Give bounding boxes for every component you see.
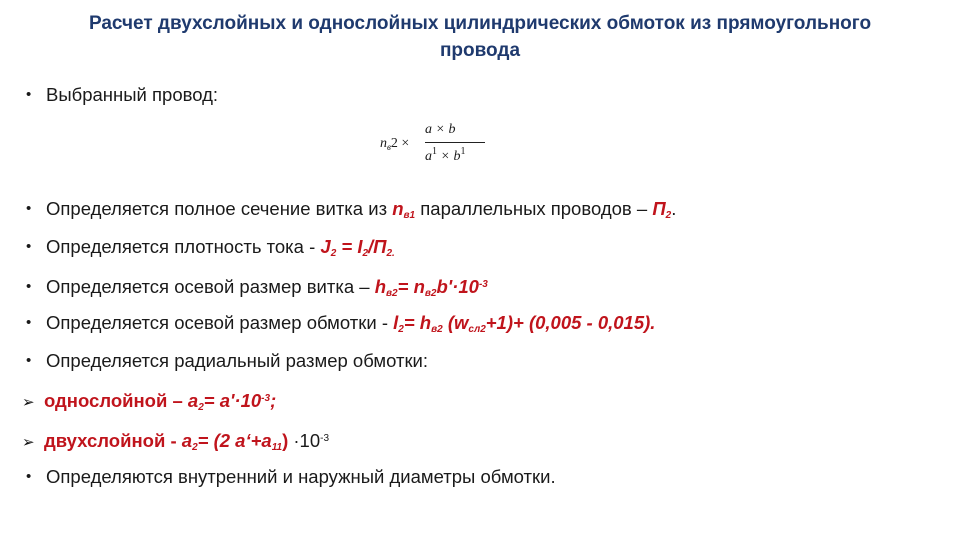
slide-title xyxy=(0,10,960,64)
formula-n: $n_в2$ × xyxy=(380,136,410,152)
formula-denominator: $a^1 \times b^1$ xyxy=(425,146,466,164)
bullet-icon: • xyxy=(26,314,32,331)
arrow-icon: ➢ xyxy=(22,394,35,411)
bullet-turn-axial-size: • Определяется осевой размер витка – $h_{в2}= n_{в2}b'\cdot 10^{-3}$ xyxy=(26,276,488,299)
title-line-2: провода xyxy=(439,40,521,61)
bullet-radial-size: • Определяется радиальный размер обмотки: xyxy=(26,350,429,371)
bullet-icon: • xyxy=(26,238,32,255)
bullet-icon: • xyxy=(26,200,32,217)
arrow-item-double-layer: ➢ двухслойной - $a_2= (2$ $a‘+a_{11}) \cdot 10^{-3}$ xyxy=(22,430,330,453)
bullet-icon: • xyxy=(26,468,32,485)
formula-numerator: a × b xyxy=(425,122,456,137)
bullet-selected-wire: • Выбранный провод: xyxy=(26,84,219,105)
arrow-item-single-layer: ➢ однослойной – $a_2= a'\cdot 10^{-3}$; xyxy=(22,390,277,413)
wire-formula xyxy=(380,116,540,172)
arrow-icon: ➢ xyxy=(22,434,35,451)
bullet-icon: • xyxy=(26,278,32,295)
bullet-diameters: • Определяются внутренний и наружный диаметры обмотки. xyxy=(26,466,556,487)
formula-fraction-bar xyxy=(425,142,485,143)
bullet-cross-section: • Определяется полное сечение витка из $n_{в1}$ параллельных проводов – $П_2$. xyxy=(26,198,677,221)
bullet-current-density: • Определяется плотность тока - $J_2 = I_2/П_{2.}$ xyxy=(26,236,395,259)
title-line-1: Расчет двухслойных и однослойных цилиндрических обмоток из прямоугольного xyxy=(88,13,872,34)
bullet-icon: • xyxy=(26,86,32,103)
bullet-icon: • xyxy=(26,352,32,369)
bullet-winding-axial-size: • Определяется осевой размер обмотки - $l_2= h_{в2}$ $(w_{сл2}+1)+ (0,005 - 0,015)$. xyxy=(26,312,656,335)
